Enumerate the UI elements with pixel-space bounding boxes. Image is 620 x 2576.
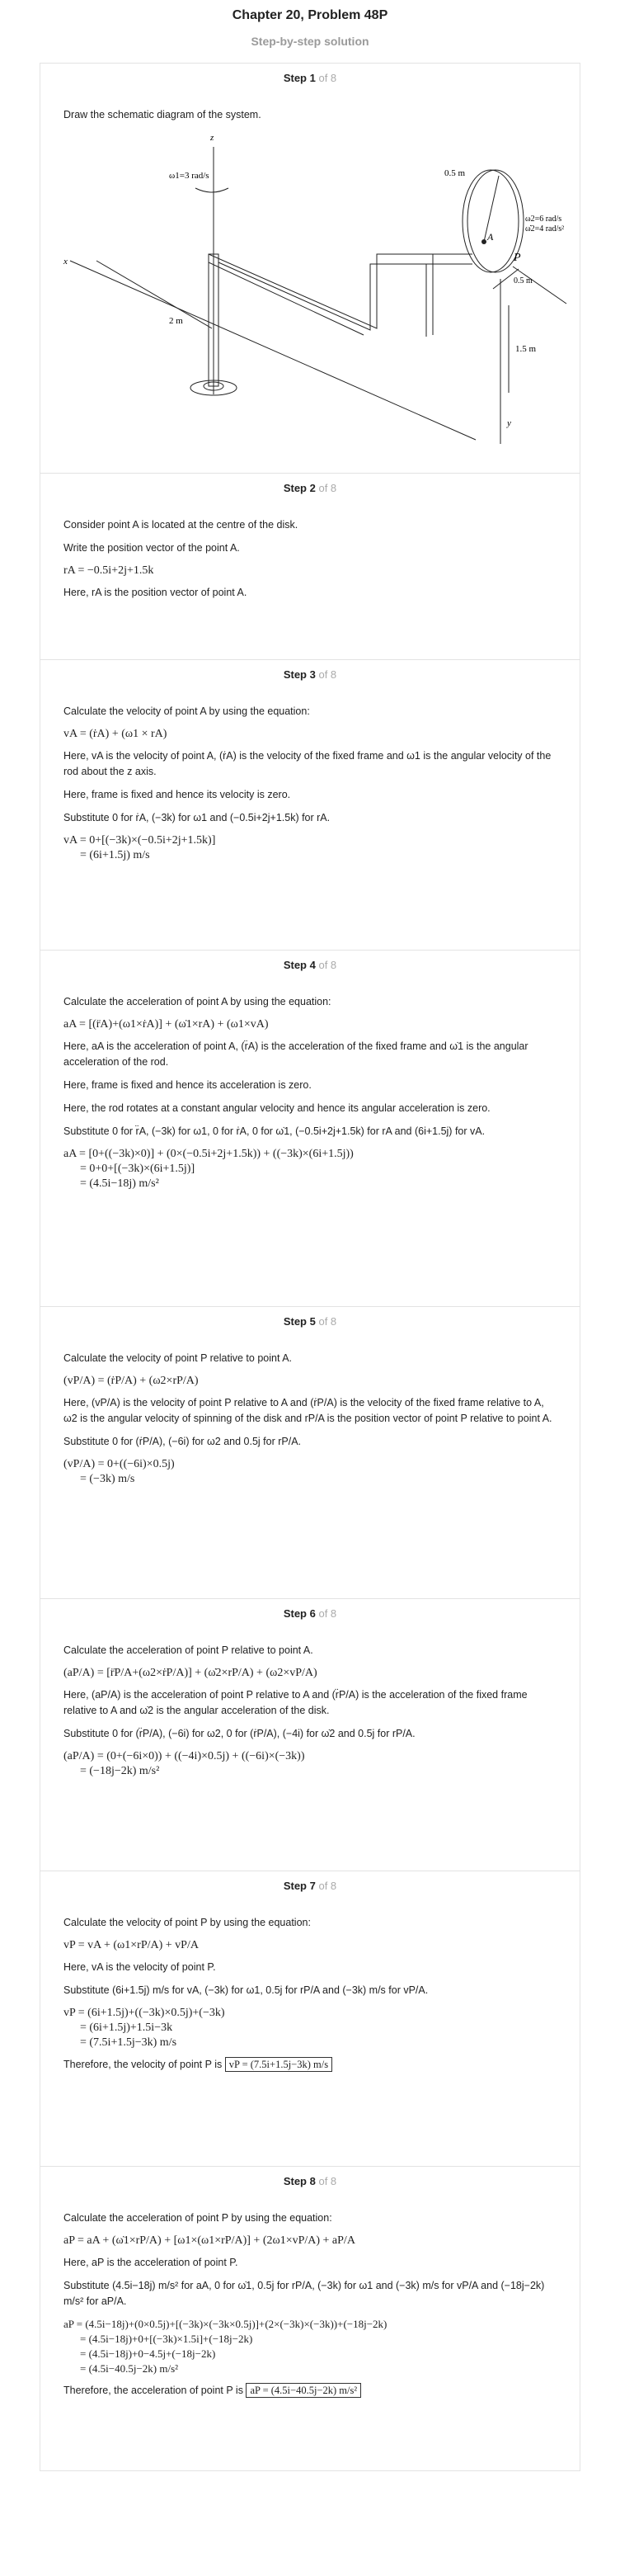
equation: (aP/A) = [r̈P/A+(ω2×ṙP/A)] + (ω̇2×rP/A) + (ω2×vP/A): [63, 1667, 317, 1679]
step-text: Here, frame is fixed and hence its velocity is zero.: [63, 789, 291, 800]
step-6: [40, 1598, 580, 1871]
answer-box: aP = (4.5i−40.5j−2k) m/s²: [246, 2383, 361, 2398]
equation: (vP/A) = (ṙP/A) + (ω2×rP/A): [63, 1375, 199, 1387]
svg-text:A: A: [487, 231, 494, 243]
svg-text:0.5 m: 0.5 m: [444, 168, 466, 178]
page-subtitle: Step-by-step solution: [251, 35, 369, 48]
step-text: Therefore, the velocity of point P is vP = (7.5i+1.5j−3k) m/s: [63, 2057, 557, 2073]
step-header: Step 3 of 8: [283, 668, 337, 681]
step-header: Step 5 of 8: [283, 1315, 337, 1328]
svg-text:0.5 m: 0.5 m: [514, 276, 533, 285]
svg-text:1.5 m: 1.5 m: [515, 344, 537, 354]
step-text: Here, aP is the acceleration of point P.: [63, 2257, 238, 2268]
step-header: Step 7 of 8: [283, 1880, 337, 1892]
svg-text:y: y: [507, 418, 511, 428]
step-4: [40, 950, 580, 1306]
step-8: [40, 2166, 580, 2471]
schematic-diagram: [63, 130, 565, 444]
step-text: Calculate the velocity of point P by using the equation:: [63, 1917, 311, 1928]
step-7: [40, 1871, 580, 2166]
step-text: Calculate the acceleration of point A by using the equation:: [63, 996, 331, 1007]
equation: vA = 0+[(−3k)×(−0.5i+2j+1.5k)] = (6i+1.5j) m/s: [63, 834, 216, 861]
step-2: [40, 473, 580, 659]
step-header: Step 8 of 8: [283, 2175, 337, 2187]
step-text: Here, vA is the velocity of point A, (ṙA) is the velocity of the fixed frame and ω1 is the angular velocity of the rod about the z axis.: [63, 750, 552, 777]
page-title: Chapter 20, Problem 48P: [232, 8, 388, 22]
step-3: [40, 659, 580, 950]
step-text: Here, frame is fixed and hence its acceleration is zero.: [63, 1079, 312, 1091]
step-text: Here, the rod rotates at a constant angular velocity and hence its angular acceleration is zero.: [63, 1102, 491, 1114]
step-text: Here, aA is the acceleration of point A, (r̈A) is the acceleration of the fixed frame and ω̇1 is the angular acceleration of the rod.: [63, 1040, 528, 1068]
equation: (vP/A) = 0+((−6i)×0.5j) = (−3k) m/s: [63, 1458, 175, 1485]
step-text: Therefore, the acceleration of point P is aP = (4.5i−40.5j−2k) m/s²: [63, 2383, 557, 2399]
step-text: Substitute 0 for (ṙP/A), (−6i) for ω2 and 0.5j for rP/A.: [63, 1436, 302, 1447]
step-text: Calculate the velocity of point A by using the equation:: [63, 705, 310, 717]
step-text: Consider point A is located at the centre of the disk.: [63, 519, 298, 531]
equation: aA = [0+((−3k)×0)] + (0×(−0.5i+2j+1.5k)) + ((−3k)×(6i+1.5j)) = 0+0+[(−3k)×(6i+1.5j)] = (4.5i−18j) m/s²: [63, 1148, 354, 1190]
svg-text:P: P: [514, 252, 521, 264]
step-5: [40, 1306, 580, 1598]
svg-text:z: z: [210, 133, 214, 143]
step-text: Substitute 0 for (r̈P/A), (−6i) for ω2, 0 for (ṙP/A), (−4i) for ω̇2 and 0.5j for rP/A.: [63, 1728, 416, 1739]
step-text: Substitute (4.5i−18j) m/s² for aA, 0 for ω̇1, 0.5j for rP/A, (−3k) for ω1 and (−3k) m/s for vP/A and (−18j−2k) m/s² for aP/A.: [63, 2280, 545, 2307]
equation: (aP/A) = (0+(−6i×0)) + ((−4i)×0.5j) + ((−6i)×(−3k)) = (−18j−2k) m/s²: [63, 1750, 305, 1777]
equation: rA = −0.5i+2j+1.5k: [63, 564, 154, 577]
solution-steps: [40, 63, 580, 2471]
step-text: Here, rA is the position vector of point A.: [63, 587, 247, 598]
step-text: Here, (vP/A) is the velocity of point P relative to A and (ṙP/A) is the velocity of the fixed frame relative to A, ω2 is the angular velocity of spinning of the disk and rP/A is the position vector of point P relative to point A.: [63, 1397, 552, 1424]
equation: aP = (4.5i−18j)+(0×0.5j)+[(−3k)×(−3k×0.5j)]+(2×(−3k)×(−3k))+(−18j−2k) = (4.5i−18j)+0+[(−3k)×1.5i]+(−18j−2k) = (4.5i−18j)+0−4.5j+(−18j−2k) = (4.5i−40.5j−2k) m/s²: [63, 2318, 388, 2375]
equation: vP = (6i+1.5j)+((−3k)×0.5j)+(−3k) = (6i+1.5j)+1.5i−3k = (7.5i+1.5j−3k) m/s: [63, 2007, 225, 2049]
step-text: Write the position vector of the point A.: [63, 542, 240, 554]
svg-text:ω̇2=4 rad/s²: ω̇2=4 rad/s²: [525, 224, 565, 234]
step-text: Here, (aP/A) is the acceleration of point P relative to A and (r̈P/A) is the acceleration of the fixed frame relative to A and ω̇2 is the angular acceleration of the disk.: [63, 1689, 528, 1716]
step-header: Step 6 of 8: [283, 1607, 337, 1620]
step-text: Here, vA is the velocity of point P.: [63, 1961, 216, 1973]
step-text: Calculate the acceleration of point P relative to point A.: [63, 1644, 313, 1656]
equation: aP = aA + (ω̇1×rP/A) + [ω1×(ω1×rP/A)] + (2ω1×vP/A) + aP/A: [63, 2234, 355, 2247]
svg-text:ω2=6 rad/s: ω2=6 rad/s: [525, 215, 562, 224]
equation: vA = (ṙA) + (ω1 × rA): [63, 728, 167, 740]
step-header: Step 4 of 8: [283, 959, 337, 971]
step-text: Draw the schematic diagram of the system.: [63, 109, 261, 120]
answer-box: vP = (7.5i+1.5j−3k) m/s: [225, 2057, 332, 2072]
equation: aA = [(r̈A)+(ω1×ṙA)] + (ω̇1×rA) + (ω1×vA): [63, 1018, 269, 1031]
step-text: Substitute (6i+1.5j) m/s for vA, (−3k) for ω1, 0.5j for rP/A and (−3k) m/s for vP/A.: [63, 1984, 429, 1996]
equation: vP = vA + (ω1×rP/A) + vP/A: [63, 1939, 199, 1951]
step-text: Substitute 0 for ṙA, (−3k) for ω1 and (−0.5i+2j+1.5k) for rA.: [63, 812, 331, 823]
step-text: Calculate the velocity of point P relative to point A.: [63, 1352, 293, 1364]
step-header: Step 1 of 8: [283, 72, 337, 84]
svg-text:ω1=3 rad/s: ω1=3 rad/s: [169, 171, 209, 181]
svg-text:x: x: [63, 257, 68, 267]
step-text: Substitute 0 for r̈A, (−3k) for ω1, 0 for ṙA, 0 for ω̇1, (−0.5i+2j+1.5k) for rA and (6i+1.5j) for vA.: [63, 1125, 486, 1137]
step-header: Step 2 of 8: [283, 482, 337, 494]
step-text: Calculate the acceleration of point P by using the equation:: [63, 2212, 332, 2224]
step-1: [40, 63, 580, 473]
svg-text:2 m: 2 m: [169, 316, 183, 326]
